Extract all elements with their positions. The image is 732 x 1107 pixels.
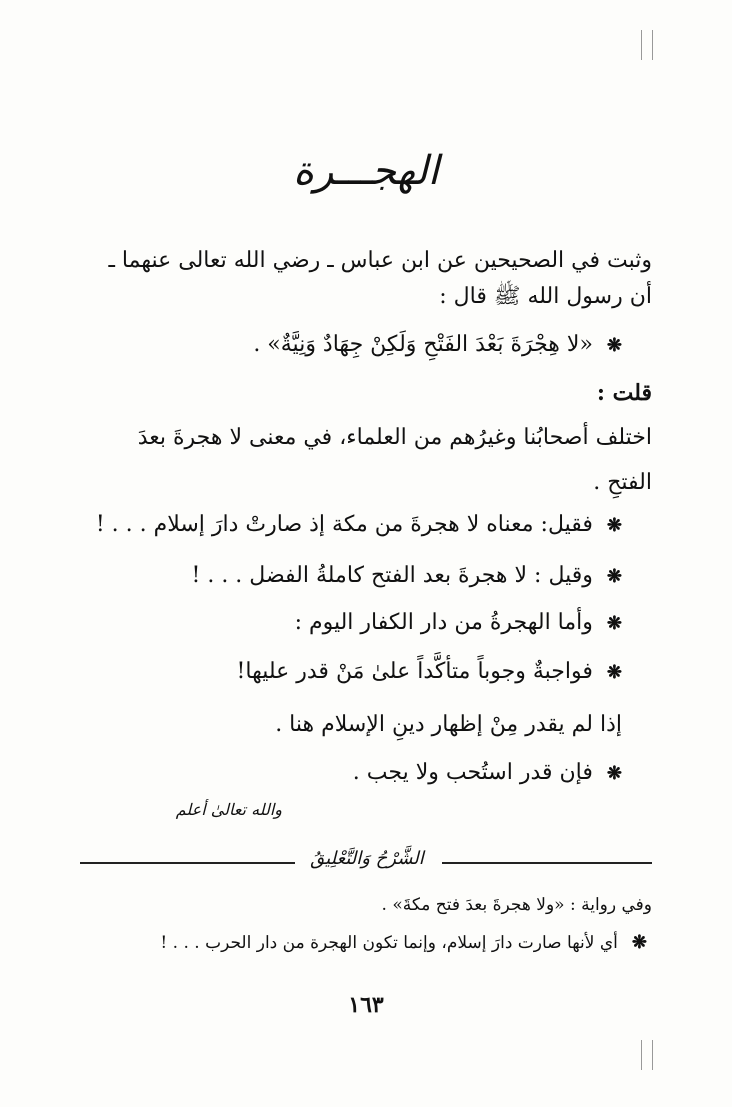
bullet-icon: ❋ xyxy=(606,763,622,784)
note-text: أي لأنها صارت دارَ إسلام، وإنما تكون الهجرة من دار الحرب . . . ! xyxy=(160,933,618,953)
scan-artifact xyxy=(652,1040,653,1070)
bullet-text: وقيل : لا هجرةَ بعد الفتح كاملةُ الفضل . . . ! xyxy=(191,563,593,588)
closing-phrase: والله تعالىٰ أعلم xyxy=(175,800,282,819)
bullet-text: وأما الهجرةُ من دار الكفار اليوم : xyxy=(294,610,593,635)
note-line: وفي رواية : «ولا هجرةَ بعدَ فتح مكةَ» . xyxy=(381,895,652,915)
bullet-item xyxy=(96,512,622,537)
bullet-item xyxy=(237,659,622,684)
section-label: الشَّرْحُ وَالتَّعْلِيقُ xyxy=(310,848,424,869)
text-line: اختلف أصحابُنا وغيرُهم من العلماء، في معنى لا هجرةَ بعدَ xyxy=(137,425,652,450)
bullet-icon: ❋ xyxy=(606,515,622,536)
bullet-text: فقيل: معناه لا هجرةَ من مكة إذ صارتْ دارَ إسلام . . . ! xyxy=(95,512,593,537)
hadith-line xyxy=(253,332,622,357)
bullet-item xyxy=(295,610,622,635)
page-title: الهجـــرة xyxy=(293,148,439,194)
text-line: وثبت في الصحيحين عن ابن عباس ـ رضي الله تعالى عنهما ـ xyxy=(108,248,652,273)
scan-artifact xyxy=(652,30,653,60)
bullet-icon: ❋ xyxy=(606,613,622,634)
subheading: قلت : xyxy=(596,380,652,406)
bullet-icon: ❋ xyxy=(606,566,622,587)
scan-artifact xyxy=(641,1040,642,1070)
bullet-text: فإن قدر استُحب ولا يجب . xyxy=(352,760,593,785)
text-line: الفتحِ . xyxy=(593,470,652,495)
divider-line xyxy=(80,862,295,864)
page-number: ١٦٣ xyxy=(348,992,384,1018)
bullet-item xyxy=(353,760,622,785)
bullet-item xyxy=(192,563,623,588)
hadith-text: «لا هِجْرَةَ بَعْدَ الفَتْحِ وَلَكِنْ جِهَادٌ وَنِيَّةٌ» . xyxy=(253,332,593,357)
text-line: إذا لم يقدر مِنْ إظهار دينِ الإسلام هنا . xyxy=(275,712,622,737)
divider-line xyxy=(442,862,652,864)
bullet-text: فواجبةٌ وجوباً متأكَّداً علىٰ مَنْ قدر عليها! xyxy=(236,659,593,684)
scan-artifact xyxy=(641,30,642,60)
bullet-icon: ❋ xyxy=(606,335,622,356)
text-line: أن رسول الله ﷺ قال : xyxy=(439,284,652,309)
note-bullet xyxy=(160,932,647,953)
bullet-icon: ❋ xyxy=(606,662,622,683)
bullet-icon: ❋ xyxy=(631,932,647,953)
